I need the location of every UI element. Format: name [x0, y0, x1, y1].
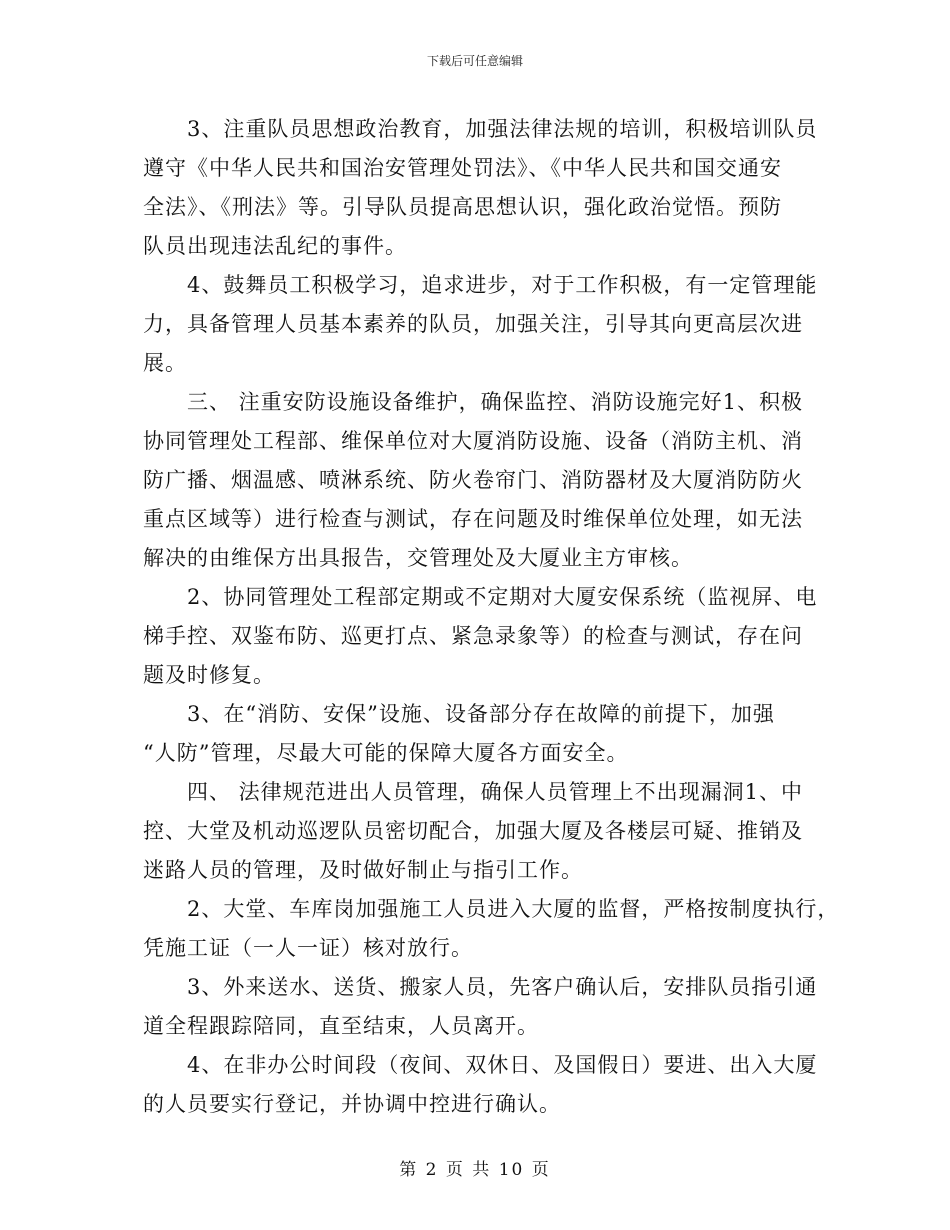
- paragraph-line: 展。: [143, 351, 187, 375]
- paragraph-line: 2、协同管理处工程部定期或不定期对大厦安保系统（监视屏、电: [187, 585, 818, 609]
- paragraph-line: 题及时修复。: [143, 663, 275, 687]
- paragraph-line: 的人员要实行登记，并协调中控进行确认。: [143, 1092, 561, 1116]
- paragraph-line: 2、大堂、车库岗加强施工人员进入大厦的监督，严格按制度执行，: [187, 897, 840, 921]
- paragraph: [143, 695, 823, 773]
- page-header-note: 下载后可任意编辑: [426, 54, 523, 68]
- paragraph: [143, 773, 823, 890]
- paragraph-line: “人防”管理，尽最大可能的保障大厦各方面安全。: [143, 741, 629, 765]
- paragraph: [143, 890, 840, 968]
- paragraph-line: 队员出现违法乱纪的事件。: [143, 234, 407, 258]
- paragraph-line: 3、在“消防、安保”设施、设备部分存在故障的前提下，加强: [187, 702, 775, 726]
- paragraph-line: 梯手控、双鉴布防、巡更打点、紧急录象等）的检查与测试，存在问: [143, 624, 803, 648]
- paragraph: [143, 1046, 823, 1124]
- paragraph-line: 力，具备管理人员基本素养的队员，加强关注，引导其向更高层次进: [143, 312, 803, 336]
- paragraph-line: 3、外来送水、送货、搬家人员，先客户确认后，安排队员指引通: [187, 975, 818, 999]
- paragraph-line: 4、鼓舞员工积极学习，追求进步，对于工作积极，有一定管理能: [187, 273, 818, 297]
- paragraph-line: 凭施工证（一人一证）核对放行。: [143, 936, 473, 960]
- paragraph-line: 防广播、烟温感、喷淋系统、防火卷帘门、消防器材及大厦消防防火: [143, 468, 803, 492]
- paragraph: [143, 266, 823, 383]
- page-number-footer: 第 2 页 共 10 页: [399, 1160, 551, 1180]
- paragraph-line: 协同管理处工程部、维保单位对大厦消防设施、设备（消防主机、消: [143, 429, 803, 453]
- paragraph-line: 三、 注重安防设施设备维护，确保监控、消防设施完好1、积极: [187, 390, 804, 414]
- paragraph-line: 控、大堂及机动巡逻队员密切配合，加强大厦及各楼层可疑、推销及: [143, 819, 803, 843]
- paragraph-line: 全法》、《刑法》等。引导队员提高思想认识，强化政治觉悟。预防: [143, 195, 782, 219]
- paragraph-line: 3、注重队员思想政治教育，加强法律法规的培训，积极培训队员: [187, 117, 818, 141]
- paragraph: [143, 110, 823, 266]
- paragraph-line: 遵守《中华人民共和国治安管理处罚法》、《中华人民共和国交通安: [143, 156, 782, 180]
- paragraph: [143, 968, 823, 1046]
- document-body: [143, 110, 840, 1124]
- paragraph-line: 4、在非办公时间段（夜间、双休日、及国假日）要进、出入大厦: [187, 1053, 818, 1077]
- paragraph-line: 迷路人员的管理，及时做好制止与指引工作。: [143, 858, 583, 882]
- paragraph-line: 道全程跟踪陪同，直至结束，人员离开。: [143, 1014, 539, 1038]
- paragraph-line: 解决的由维保方出具报告，交管理处及大厦业主方审核。: [143, 546, 693, 570]
- paragraph-line: 四、 法律规范进出人员管理，确保人员管理上不出现漏洞1、中: [187, 780, 804, 804]
- paragraph: [143, 578, 823, 695]
- paragraph-line: 重点区域等）进行检查与测试，存在问题及时维保单位处理，如无法: [143, 507, 803, 531]
- paragraph: [143, 383, 823, 578]
